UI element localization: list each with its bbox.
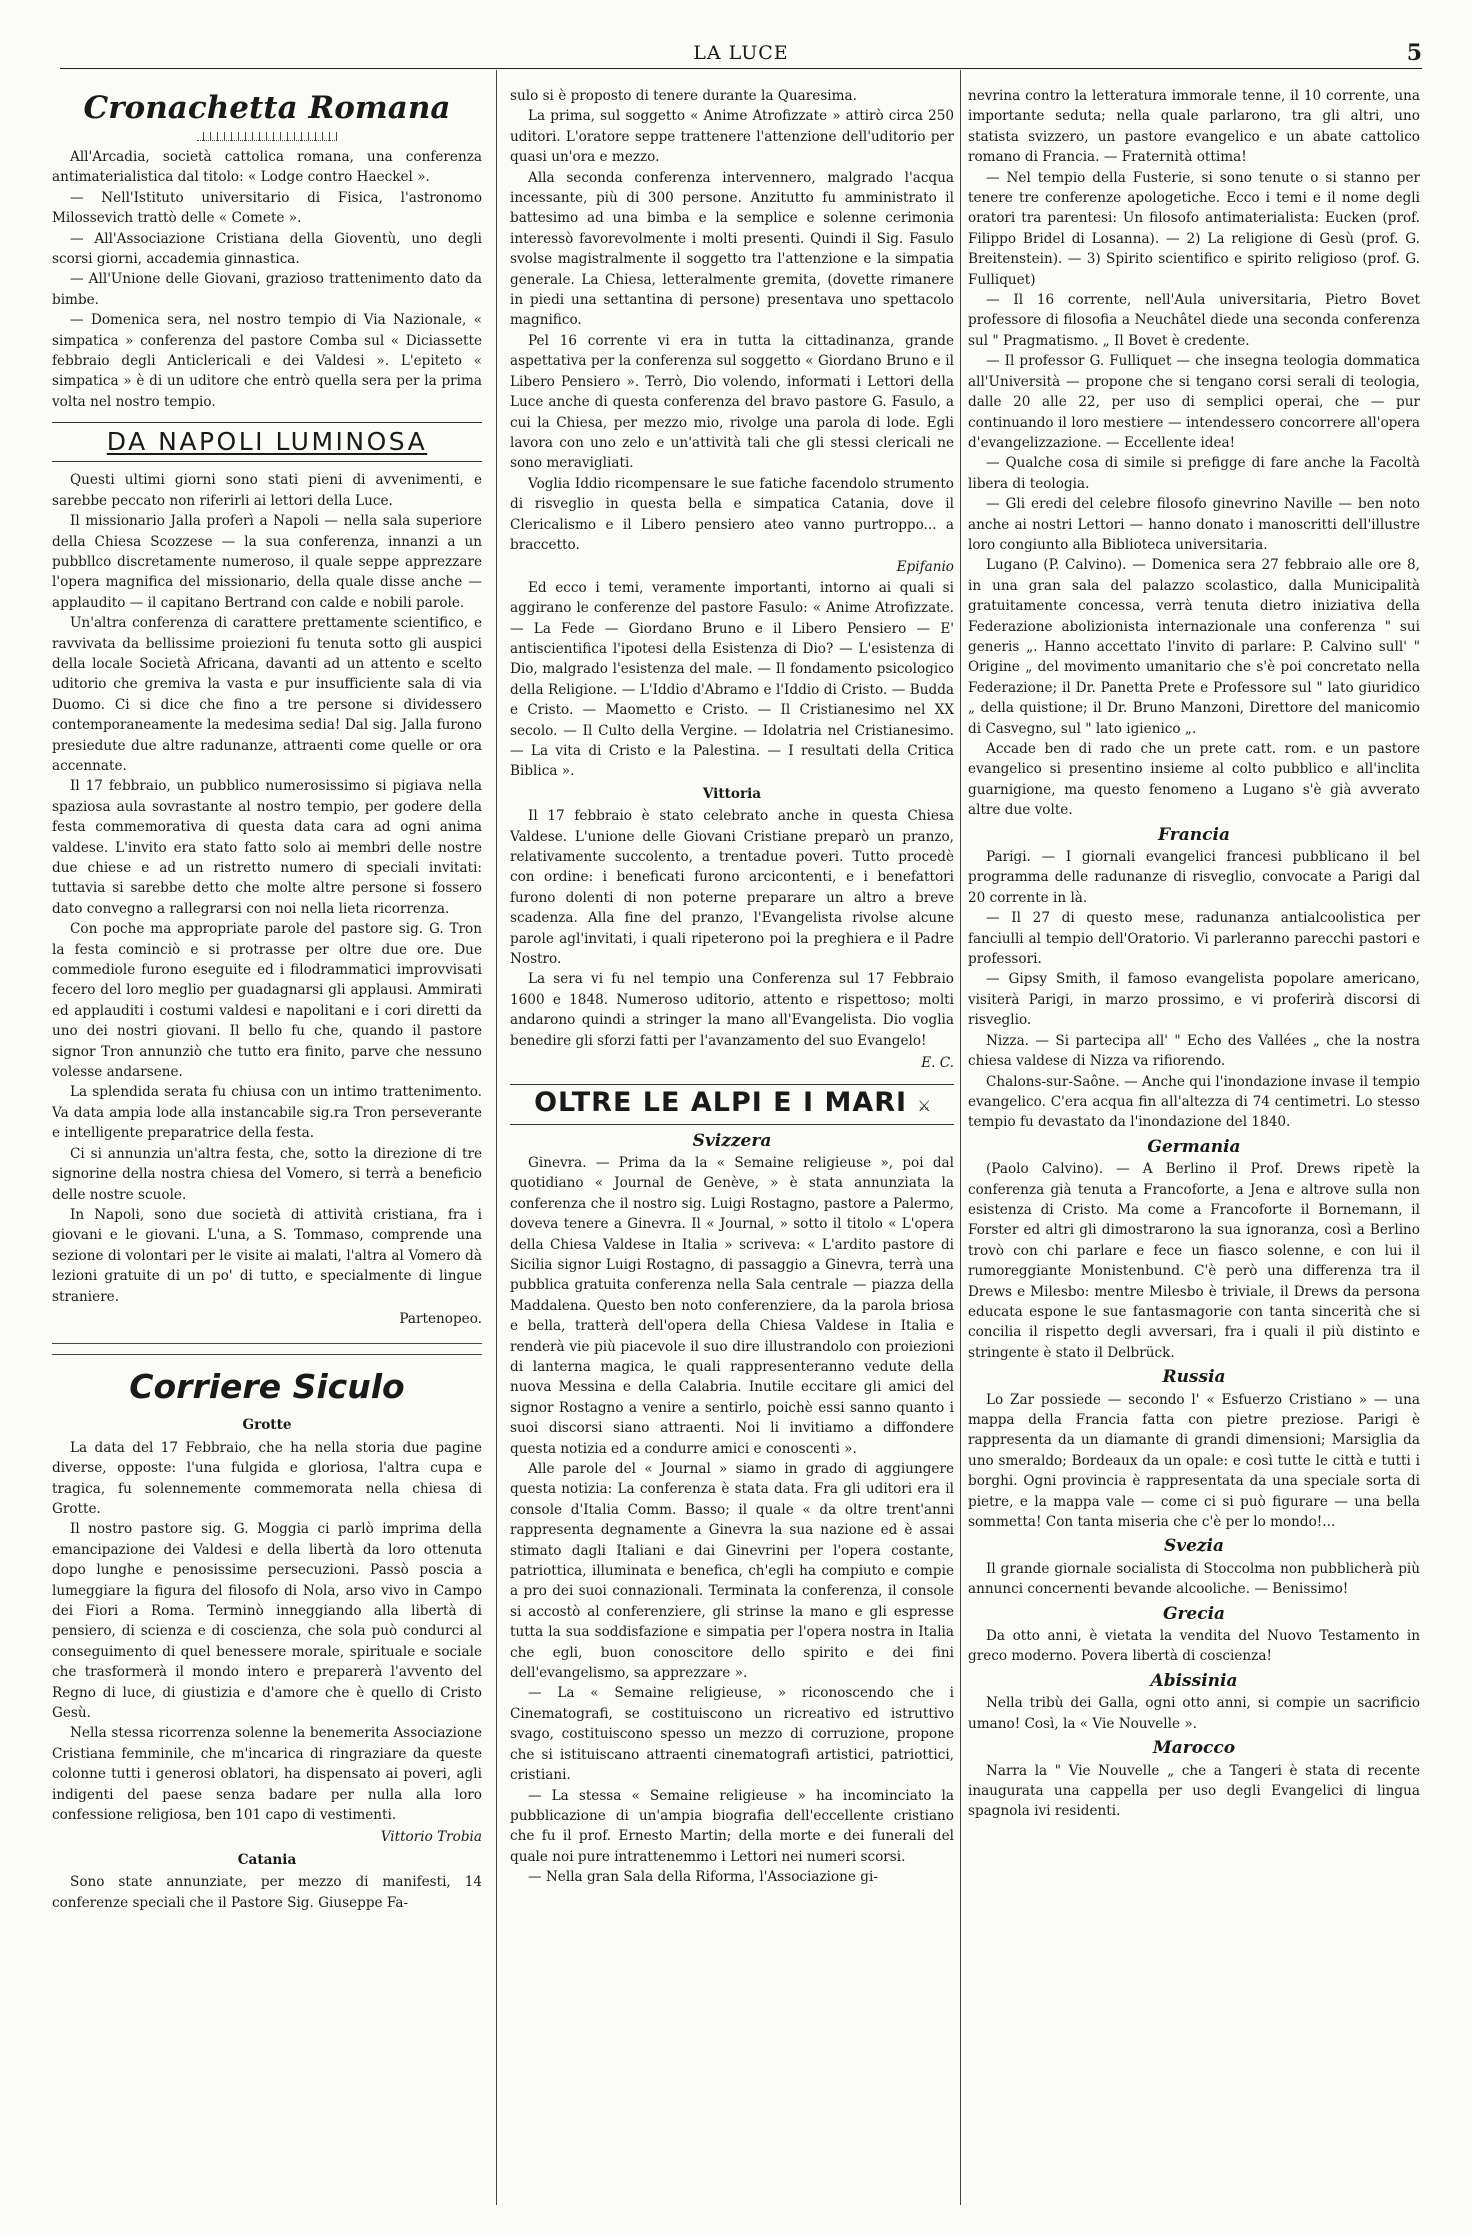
francia-para: Chalons-sur-Saône. — Anche qui l'inondazione invase il tempio evangelico. C'era acqua fin all'altezza di 74 centimetri. Lo stesso tempio fu devastato da l'inondazione del 1840. bbox=[968, 1073, 1420, 1131]
svizzera-cont-para: — Il professor G. Fulliquet — che insegna teologia dommatica all'Università — propone che si tengano corsi serali di teologia, dalle 20 alle 22, per uso di semplici operai, che — pur continuando il loro mestiere — intendessero concorrere all'opera d'evangelizzazione. — Eccellente idea! bbox=[968, 353, 1420, 451]
country-heading-grecia: Grecia bbox=[1162, 1603, 1226, 1624]
column-rule-1 bbox=[496, 70, 497, 2205]
catania-cont-para: Voglia Iddio ricompensare le sue fatiche facendolo strumento di risveglio in questa bella e simpatica Catania, dove il Clericalismo e il Libero pensiero ateo vanno purtroppo... a braccetto. bbox=[510, 475, 954, 553]
francia-para: — Gipsy Smith, il famoso evangelista popolare americano, visiterà Parigi, in marzo prossimo, e vi proferirà discorsi di risveglio. bbox=[968, 971, 1420, 1029]
column-3 bbox=[968, 86, 1420, 2211]
catania-topics-para: Ed ecco i temi, veramente importanti, intorno ai quali si aggirano le conferenze del pastore Fasulo: « Anime Atrofizzate. — La Fede — Giordano Bruno e il Libero Pensiero — E' antiscientifica l'ipotesi della Esistenza di Dio? — L'esistenza di Dio, malgrado l'esistenza del male. — Il fondamento psicologico della Religione. — L'Iddio d'Abramo e l'Iddio di Cristo. — Budda e Cristo. — Maometto e Cristo. — Il Cristianesimo nel XX secolo. — Il Culto della Vergine. — Idolatria nel Cristianesimo. — La vita di Cristo e la Palestina. — I resultati della Critica Biblica ». bbox=[510, 579, 954, 780]
svizzera-para: Ginevra. — Prima da la « Semaine religieuse », poi dal quotidiano « Journal de Genève, » è stata annunziata la conferenza che il nostro sig. Luigi Rostagno, pastore a Palermo, doveva tenere a Ginevra. Il « Journal, » sotto il titolo « L'opera della Chiesa Valdese in Italia » scriveva: « L'ardito pastore di Sicilia signor Luigi Rostagno, di passaggio a Ginevra, terrà una pubblica gratuita conferenza nella Sala centrale — piazza della Maddalena. Questo ben noto conferenziere, da la parola briosa e bella, tratterà dell'opera della Chiesa Valdese in Italia e renderà vie più piacevole il suo dire illustrandolo con proiezioni di lanterna magica, le quali rappresenteranno vedute della nuova Messina e della Calabria. Inutile eccitare gli amici del signor Rostagno a venire a sentirlo, poichè essi sanno quanto i suoi discorsi siano attraenti. Noi li invitiamo a diffondere questa notizia ed a condurre amici e conoscenti ». bbox=[510, 1154, 954, 1457]
napoli-para: Il missionario Jalla proferì a Napoli — nella sala superiore della Chiesa Scozzese — la sua conferenza, innanzi a un pubbllco discretamente numeroso, il quale seppe apprezzare l'opera magnifica del missionario, della quale disse anche — applaudito — il capitano Bertrand con calde e nobili parole. bbox=[52, 513, 482, 611]
svizzera-cont-para: nevrina contro la letteratura immorale tenne, il 10 corrente, una importante seduta; nella quale parlarono, tra gli altri, uno statista svizzero, un pastore evangelico e un abate cattolico romano di Francia. — Fraternità ottima! bbox=[968, 88, 1420, 166]
cronachetta-para: — Nell'Istituto universitario di Fisica, l'astronomo Milossevich trattò delle « Comete ». bbox=[52, 189, 482, 227]
svizzera-para: — Nella gran Sala della Riforma, l'Associazione gi- bbox=[528, 1869, 878, 1886]
oltre-title-text: OLTRE LE ALPI E I MARI bbox=[534, 1086, 908, 1118]
cronachetta-para: — All'Unione delle Giovani, grazioso trattenimento dato da bimbe. bbox=[52, 271, 482, 308]
napoli-para: In Napoli, sono due società di attività cristiana, fra i giovani e le giovani. L'una, a S. Tommaso, comprende una sezione di volontari per le visite ai malati, l'altra al Vomero dà lezioni gratuite di un po' di tutto, e specialmente di lingue straniere. bbox=[52, 1206, 482, 1305]
svizzera-para: — La stessa « Semaine religieuse » ha incominciato la pubblicazione di un'ampia biografia dell'eccellente cristiano che fu il prof. Ernesto Martin; della morte e dei funerali del quale noi pure intrattenemmo i Lettori nei numeri scorsi. bbox=[510, 1787, 954, 1865]
napoli-para: Il 17 febbraio, un pubblico numerosissimo si pigiava nella spaziosa aula sovrastante al nostro tempio, per godere della festa commemorativa di questa data cara ad ogni anima valdese. L'invito era stato fatto solo ai membri delle nostre due chiese e ad un ristretto numero di speciali invitati: tuttavia si sarebbe detto che molte altre persone si fossero dato convegno a rallegrarsi con noi nella lieta ricorrenza. bbox=[52, 778, 482, 917]
grotte-para: La data del 17 Febbraio, che ha nella storia due pagine diverse, opposte: l'una fulgida e gloriosa, l'altra cupa e tragica, fu solennemente commemorata nella chiesa di Grotte. bbox=[52, 1439, 482, 1517]
page-number: 5 bbox=[1406, 40, 1422, 66]
napoli-para: Questi ultimi giorni sono stati pieni di avvenimenti, e sarebbe peccato non riferirli ai lettori della Luce. bbox=[52, 472, 482, 509]
vittoria-para: La sera vi fu nel tempio una Conferenza sul 17 Febbraio 1600 e 1848. Numeroso uditorio, attento e rispettoso; molti andarono quindi a stringer la mano all'Evangelista. Dio voglia benedire gli sforzi fatti per l'avanzamento del suo Evangelo! bbox=[510, 971, 954, 1049]
napoli-para: Con poche ma appropriate parole del pastore sig. G. Tron la festa cominciò e si protrasse per oltre due ore. Due commediole furono eseguite ed i filodrammatici improvvisati fecero del loro meglio per guadagnarsi gli applausi. Ammirati ed applauditi i costumi valdesi e napolitani e i cori diretti da uno dei nostri giovani. Il bello fu che, quando il pastore signor Tron annunziò che tutto era finito, parve che nessuno volesse andarsene. bbox=[52, 921, 482, 1081]
napoli-para: La splendida serata fu chiusa con un intimo trattenimento. Va data ampia lode alla instancabile sig.ra Tron perseverante e intelligente preparatrice della festa. bbox=[52, 1084, 482, 1142]
cronachetta-para: All'Arcadia, società cattolica romana, una conferenza antimaterialistica dal titolo: « Lodge contro Haeckel ». bbox=[52, 149, 482, 186]
column-rule-2 bbox=[960, 70, 961, 2205]
section-title-siculo: Corriere Siculo bbox=[129, 1367, 405, 1407]
section-separator bbox=[52, 1343, 482, 1355]
catania-cont-para: Pel 16 corrente vi era in tutta la cittadinanza, grande aspettativa per la conferenza sul soggetto « Giordano Bruno e il Libero Pensiero ». Terrò, Dio volendo, informati i Lettori della Luce anche di questa conferenza del bravo pastore G. Fasulo, a cui la Chiesa, per mezzo mio, rivolge una parola di lode. Egli lavora con uno zelo e un'attività tali che gli stessi clericali ne sono meravigliati. bbox=[510, 332, 954, 472]
grotte-signature: Vittorio Trobia bbox=[380, 1829, 482, 1846]
country-heading-francia: Francia bbox=[1158, 824, 1230, 845]
svizzera-para: — La « Semaine religieuse, » riconoscendo che i Cinematografi, se costituiscono un ricreativo ed istruttivo svago, costituiscono spesso un mezzo di corruzione, propone che si istituiscano attraenti cinematografi artistici, patriottici, cristiani. bbox=[510, 1685, 954, 1784]
napoli-para: Un'altra conferenza di carattere prettamente scientifico, e ravvivata da bellissime proiezioni fu tenuta sotto gli auspici della locale Società Africana, davanti ad un attento e scelto uditorio che gremiva la vasta e pur insufficiente sala di via Duomo. Ci si dice che fino a tre persone si dividessero contemporaneamente la medesima sedia! Dal sig. Jalla furono presiedute due altre radunanze, attraenti come quelle or ora accennate. bbox=[52, 615, 482, 774]
country-heading-abissinia: Abissinia bbox=[1150, 1670, 1238, 1691]
svizzera-para: Alle parole del « Journal » siamo in grado di aggiungere questa notizia: La conferenza è stata data. Fra gli uditori era il console d'Italia Comm. Basso; il quale « da oltre trent'anni rappresenta degnamente a Ginevra la sua nazione ed è assai stimato dagli Italiani e dai Ginevrini per l'opera costante, patriottica, illuminata e benefica, ch'egli ha compiuto e compie a pro dei suoi connazionali. Terminata la conferenza, il console si accostò al conferenziere, gli strinse la mano e gli espresse tutta la sua soddisfazione e simpatia per l'opera nostra in Italia che egli, buon conoscitore dello spirito e dei fini dell'evangelismo, sa apprezzare ». bbox=[510, 1461, 954, 1682]
column-1 bbox=[52, 86, 482, 2211]
svizzera-cont-para: Lugano (P. Calvino). — Domenica sera 27 febbraio alle ore 8, in una gran sala del palazzo scolastico, dalla Municipalità gratuitamente concessa, verrà tenuta dietro iniziativa della Federazione abolizionista internazionale una conferenza " sui generis „. Hanno accettato l'invito di parlare: P. Calvino sull' " Origine „ del movimento umanitario che s'è poi concretato nella Federazione; il Dr. Panetta Prete e Professore sul " lato giuridico „ della quistione; il Dr. Bruno Manzoni, Direttore del manicomio di Casvegno, sul " lato igienico „. bbox=[968, 557, 1420, 737]
napoli-signature: Partenopeo. bbox=[399, 1310, 482, 1327]
francia-para: Parigi. — I giornali evangelici francesi pubblicano il bel programma delle radunanze di risveglio, convocate a Parigi dal 20 corrente in là. bbox=[968, 849, 1420, 906]
francia-para: — Il 27 di questo mese, radunanza antialcoolistica per fanciulli al tempio dell'Oratorio. Vi parleranno parecchi pastori e professori. bbox=[968, 910, 1420, 968]
section-title-cronachetta: Cronachetta Romana bbox=[83, 90, 451, 126]
epifanio-signature: Epifanio bbox=[896, 559, 954, 576]
napoli-para: Ci si annunzia un'altra festa, che, sotto la direzione di tre signorine della nostra chiesa del Vomero, si terrà a beneficio delle nostre scuole. bbox=[52, 1145, 482, 1203]
ornament-rule bbox=[197, 132, 337, 141]
newspaper-title: LA LUCE bbox=[693, 42, 789, 64]
svezia-para: Il grande giornale socialista di Stoccolma non pubblicherà più annunci concernenti bevande alcooliche. — Benissimo! bbox=[968, 1560, 1420, 1598]
grotte-para: Nella stessa ricorrenza solenne la benemerita Associazione Cristiana femminile, che m'incarica di ringraziare da queste colonne tutti i generosi oblatori, ha dispensato ai poveri, agli indigenti del paese senza badare per nulla alla loro confessione religiosa, ben 101 capo di vestimenti. bbox=[52, 1725, 482, 1824]
cronachetta-para: — All'Associazione Cristiana della Gioventù, uno degli scorsi giorni, accademia ginnastica. bbox=[52, 230, 482, 268]
vittoria-para: Il 17 febbraio è stato celebrato anche in questa Chiesa Valdese. L'unione delle Giovani Cristiane preparò un pranzo, relativamente succolento, a trentadue poveri. Tutto procedè con ordine: i beneficati furono arcicontenti, e i benefattori furono dolenti di non poterne preparare un altro a breve scadenza. Alla fine del pranzo, l'Evangelista rivolse alcune parole agl'invitati, i quali ripeterono poi la preghiera e il Padre Nostro. bbox=[510, 808, 954, 968]
running-head bbox=[60, 40, 1422, 69]
column-2 bbox=[510, 86, 954, 2211]
section-title-oltre bbox=[510, 1084, 954, 1125]
subheading-grotte: Grotte bbox=[242, 1417, 292, 1434]
grecia-para: Da otto anni, è vietata la vendita del Nuovo Testamento in greco moderno. Povera libertà di coscienza! bbox=[968, 1628, 1420, 1665]
svizzera-cont-para: Accade ben di rado che un prete catt. rom. e un pastore evangelico si presentino insieme al colto pubblico e all'inclita guarnigione, ma questo fenomeno a Lugano s'è già avverato altre due volte. bbox=[968, 741, 1420, 819]
country-heading-svizzera: Svizzera bbox=[692, 1130, 772, 1151]
ornament-icon: ⚔ bbox=[917, 1096, 930, 1115]
abissinia-para: Nella tribù dei Galla, ogni otto anni, si compie un sacrificio umano! Così, la « Vie Nouvelle ». bbox=[968, 1695, 1420, 1732]
grotte-para: Il nostro pastore sig. G. Moggia ci parlò imprima della emancipazione dei Valdesi e della libertà da loro ottenuta dopo lunghe e penosissime persecuzioni. Passò poscia a lumeggiare la figura del filosofo di Nola, arso vivo in Campo dei Fiori a Roma. Terminò inneggiando alla libertà di pensiero, di scienza e di coscienza, che sola può condurci al conseguimento di quel benessere morale, spirituale e sociale che trasformerà il mondo intero e preparerà l'avvento del Regno di luce, di giustizia e d'amore che è quello di Cristo Gesù. bbox=[52, 1521, 482, 1722]
cronachetta-para: — Domenica sera, nel nostro tempio di Via Nazionale, « simpatica » conferenza del pastore Comba sul « Diciassette febbraio degli Anticlericali e dei Valdesi ». L'epiteto « simpatica » è di un uditore che entrò quella sera per la prima volta nel nostro tempio. bbox=[52, 312, 482, 410]
catania-cont-para: Alla seconda conferenza intervennero, malgrado l'acqua incessante, più di 300 persone. Anzitutto fu amministrato il battesimo ad una bimba e la semplice e solenne cerimonia interessò favorevolmente i molti presenti. Quindi il Sig. Fasulo svolse magistralmente il soggetto tra l'attenzione e la simpatia generale. La Chiesa, letteralmente gremita, (dovette rimanere in piedi una settantina di persone) presentava uno spettacolo magnifico. bbox=[510, 169, 954, 329]
svizzera-cont-para: — Nel tempio della Fusterie, si sono tenute o si stanno per tenere tre conferenze apologetiche. Ecco i temi e il nome degli oratori tra parentesi: Un filosofo antimaterialista: Eucken (prof. Filippo Bridel di Losanna). — 2) La religione di Gesù (prof. G. Breitenstein). — 3) Spirito scientifico e spirito religioso (prof. G. Fulliquet) bbox=[968, 169, 1420, 288]
subheading-vittoria: Vittoria bbox=[702, 785, 762, 802]
francia-para: Nizza. — Si partecipa all' " Echo des Vallées „ che la nostra chiesa valdese di Nizza va rifiorendo. bbox=[968, 1032, 1420, 1070]
svizzera-cont-para: — Qualche cosa di simile si prefigge di fare anche la Facoltà libera di teologia. bbox=[968, 455, 1420, 492]
svizzera-cont-para: — Il 16 corrente, nell'Aula universitaria, Pietro Bovet professore di filosofia a Neuchâtel diede una seconda conferenza sul " Pragmatismo. „ Il Bovet è credente. bbox=[968, 292, 1420, 349]
country-heading-germania: Germania bbox=[1147, 1136, 1241, 1157]
russia-para: Lo Zar possiede — secondo l' « Esfuerzo Cristiano » — una mappa della Francia fatta con pietre preziose. Parigi è rappresenta da un diamante di grandi dimensioni; Marsiglia da uno smeraldo; Bordeaux da un opale: e così tutte le città e tutti i borghi. Ogni provincia è rappresentata da una speciale sorta di pietre, e la mappa vale — come ci si può figurare — una bella sommetta! Con tanta miseria che c'è per lo mondo!... bbox=[968, 1391, 1420, 1531]
catania-cont-para: sulo si è proposto di tenere durante la Quaresima. bbox=[510, 88, 857, 104]
section-title-napoli: DA NAPOLI LUMINOSA bbox=[52, 422, 482, 462]
vittoria-signature: E. C. bbox=[921, 1055, 954, 1072]
catania-cont-para: La prima, sul soggetto « Anime Atrofizzate » attirò circa 250 uditori. L'oratore seppe trattenere l'attenzione dell'uditorio per quasi un'ora e mezzo. bbox=[510, 108, 954, 166]
country-heading-svezia: Svezia bbox=[1163, 1536, 1225, 1557]
country-heading-russia: Russia bbox=[1162, 1367, 1226, 1388]
subheading-catania: Catania bbox=[237, 1851, 297, 1868]
marocco-para: Narra la " Vie Nouvelle „ che a Tangeri è stata di recente inaugurata una cappella per uso degli Evangelici di lingua spagnola ivi residenti. bbox=[968, 1762, 1420, 1820]
country-heading-marocco: Marocco bbox=[1152, 1738, 1236, 1759]
germania-para: (Paolo Calvino). — A Berlino il Prof. Drews ripetè la conferenza già tenuta a Francoforte, a Jena e altrove sulla non esistenza di Cristo. Ma come a Francoforte il Bornemann, il Forster ed altri gli dimostrarono la sua ignoranza, così a Berlino trovò con chi parlare e fece un fiasco solenne, e con lui il rumoreggiante Monistenbund. C'è però una differenza tra il Drews e Milesbo: mentre Milesbo è triviale, il Drews da persona educata espone le sue fantasmagorie con tanta sincerità che si concilia il rispetto degli avversari, fra i quali il più distinto e stringente è stato il Delbrück. bbox=[968, 1161, 1420, 1361]
catania-para: Sono state annunziate, per mezzo di manifesti, 14 conferenze speciali che il Pastore Sig. Giuseppe Fa- bbox=[52, 1874, 482, 1911]
svizzera-cont-para: — Gli eredi del celebre filosofo ginevrino Naville — ben noto anche ai nostri Lettori — hanno donato i manoscritti dell'illustre loro congiunto alla Biblioteca universitaria. bbox=[968, 496, 1420, 553]
